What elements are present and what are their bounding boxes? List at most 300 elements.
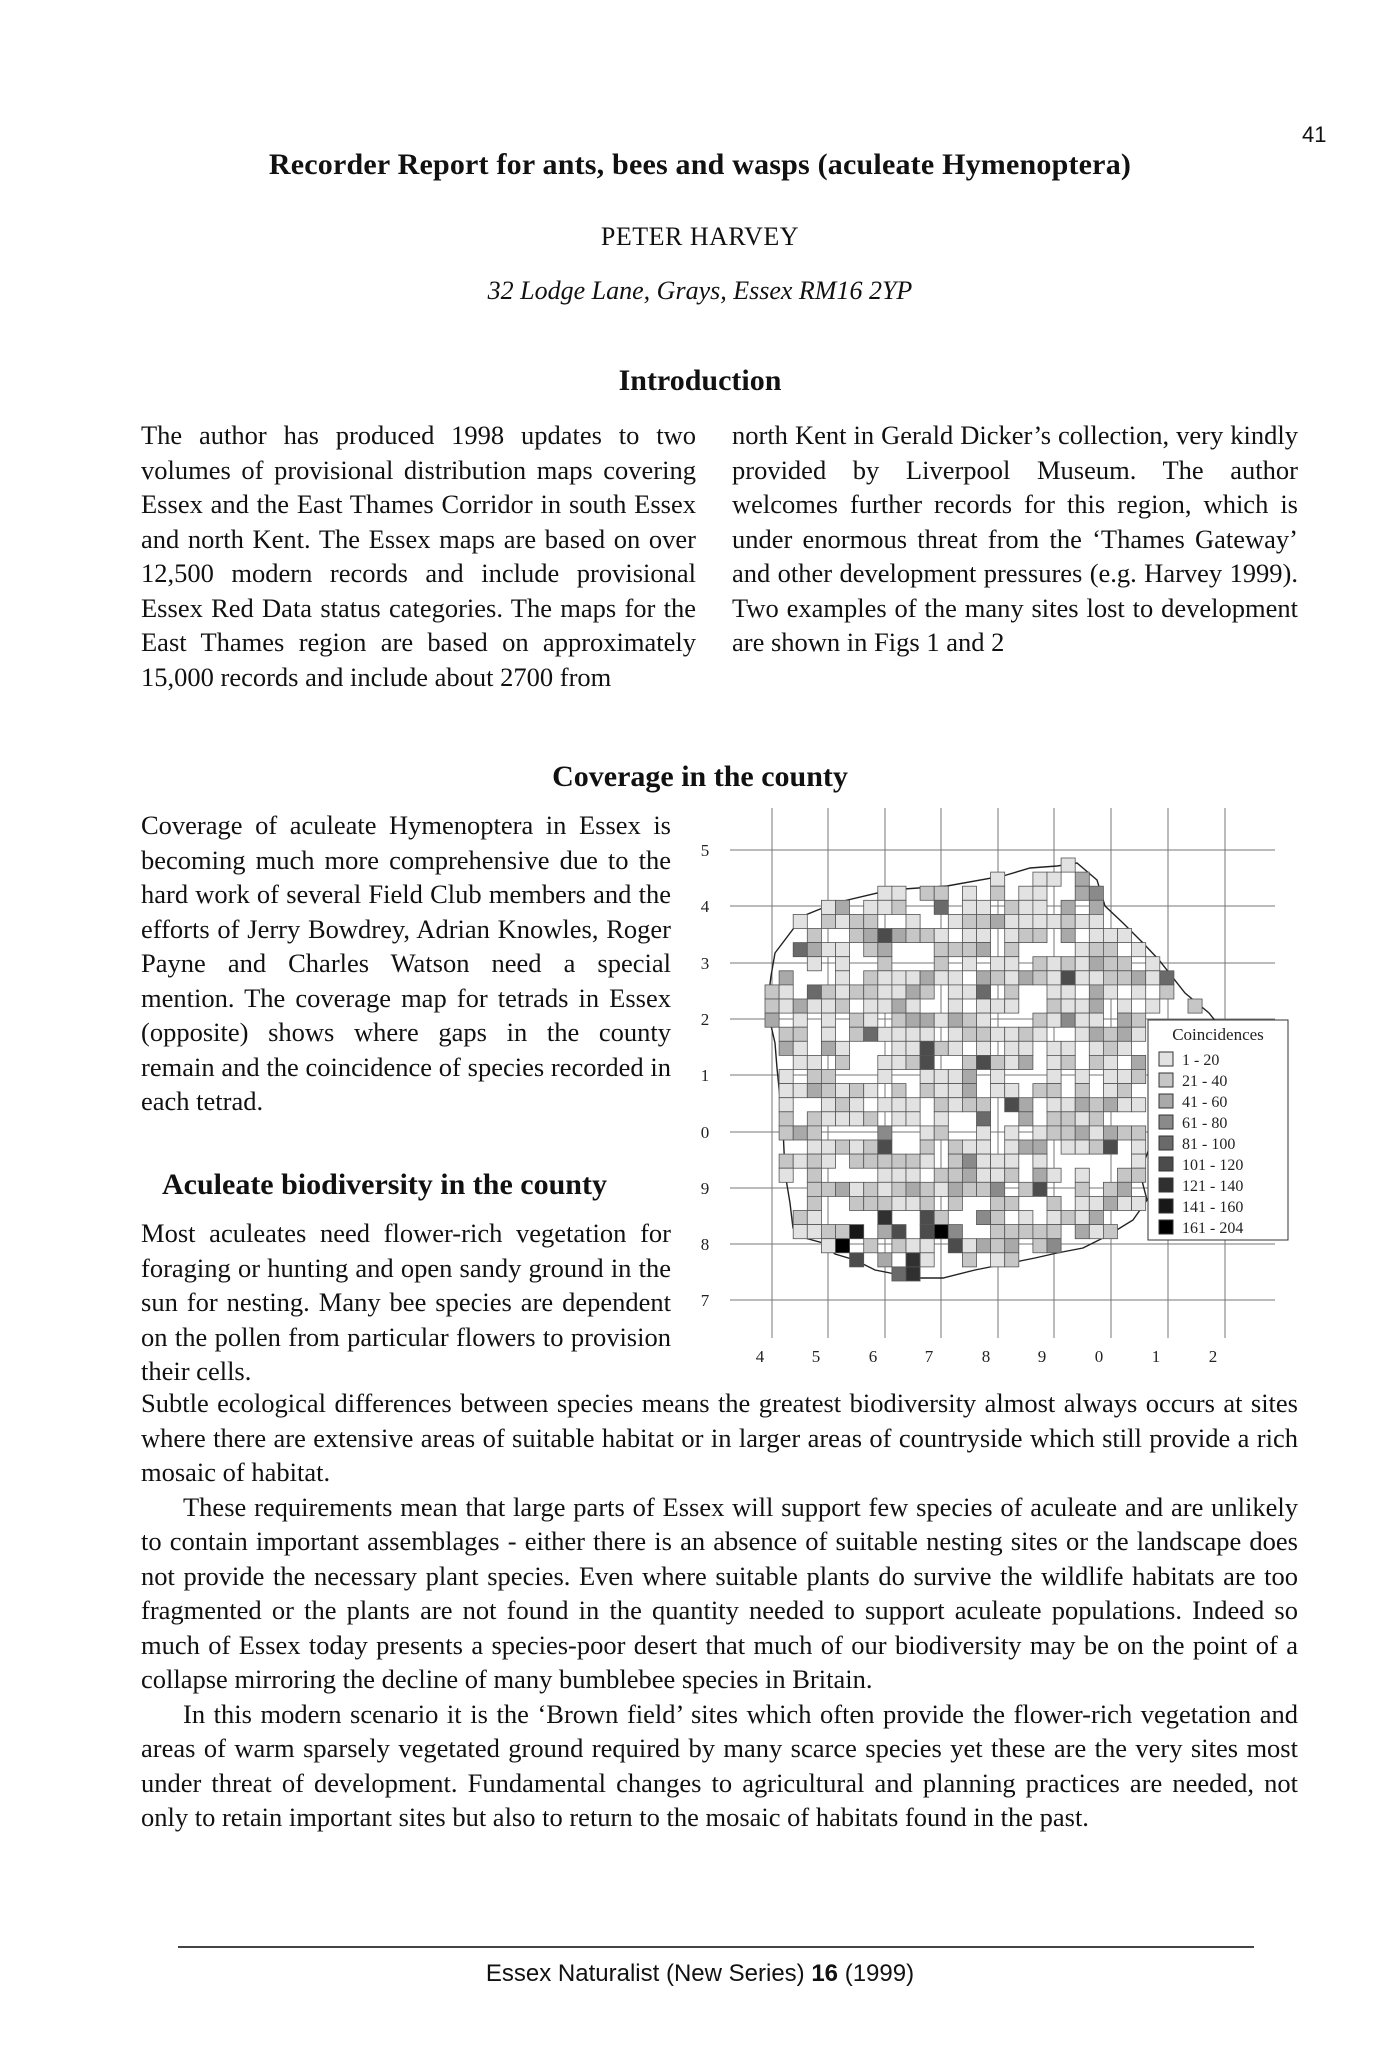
- tetrad-cell: [836, 914, 850, 928]
- tetrad-cell: [864, 1196, 878, 1210]
- tetrad-cell: [1118, 1126, 1132, 1140]
- legend-swatch: [1159, 1094, 1173, 1108]
- tetrad-cell: [1103, 1084, 1117, 1098]
- tetrad-cell: [906, 1154, 920, 1168]
- map-x-axis-labels: [756, 1347, 1218, 1366]
- tetrad-cell: [1089, 1196, 1103, 1210]
- tetrad-cell: [962, 900, 976, 914]
- tetrad-cell: [807, 957, 821, 971]
- tetrad-cell: [948, 1168, 962, 1182]
- tetrad-cell: [948, 914, 962, 928]
- tetrad-cell: [1132, 985, 1146, 999]
- tetrad-cell: [1047, 1225, 1061, 1239]
- tetrad-cell: [765, 999, 779, 1013]
- tetrad-cell: [892, 1084, 906, 1098]
- tetrad-cell: [1118, 1041, 1132, 1055]
- tetrad-cell: [1075, 1013, 1089, 1027]
- tetrad-cell: [1075, 1182, 1089, 1196]
- tetrad-cell: [1188, 999, 1202, 1013]
- tetrad-cell: [1019, 1027, 1033, 1041]
- legend-swatch: [1159, 1052, 1173, 1066]
- tetrad-cell: [1118, 999, 1132, 1013]
- tetrad-cell: [977, 999, 991, 1013]
- tetrad-cell: [892, 1041, 906, 1055]
- tetrad-cell: [906, 929, 920, 943]
- tetrad-cell: [977, 914, 991, 928]
- tetrad-cell: [807, 1196, 821, 1210]
- tetrad-cell: [779, 985, 793, 999]
- tetrad-cell: [836, 1055, 850, 1069]
- tetrad-cells: [765, 858, 1202, 1281]
- tetrad-cell: [977, 1239, 991, 1253]
- tetrad-cell: [1005, 1140, 1019, 1154]
- tetrad-cell: [1047, 1098, 1061, 1112]
- tetrad-cell: [1019, 1225, 1033, 1239]
- tetrad-cell: [991, 999, 1005, 1013]
- author-name: PETER HARVEY: [600, 222, 800, 251]
- tetrad-cell: [892, 886, 906, 900]
- tetrad-cell: [793, 1013, 807, 1027]
- legend-label: 101 - 120: [1182, 1157, 1244, 1174]
- tetrad-cell: [906, 1041, 920, 1055]
- tetrad-cell: [906, 1055, 920, 1069]
- tetrad-cell: [807, 999, 821, 1013]
- tetrad-cell: [920, 1154, 934, 1168]
- tetrad-cell: [821, 1239, 835, 1253]
- tetrad-cell: [1146, 971, 1160, 985]
- tetrad-cell: [807, 1126, 821, 1140]
- tetrad-cell: [1033, 929, 1047, 943]
- map-x-label: 4: [755, 1347, 765, 1366]
- tetrad-cell: [850, 985, 864, 999]
- tetrad-cell: [892, 1098, 906, 1112]
- tetrad-cell: [807, 1140, 821, 1154]
- tetrad-cell: [962, 1013, 976, 1027]
- tetrad-cell: [977, 1168, 991, 1182]
- tetrad-cell: [962, 1084, 976, 1098]
- tetrad-cell: [864, 971, 878, 985]
- legend-title: Coincidences: [1172, 1025, 1264, 1044]
- tetrad-cell: [892, 1182, 906, 1196]
- tetrad-cell: [793, 1027, 807, 1041]
- tetrad-cell: [864, 1140, 878, 1154]
- tetrad-cell: [1033, 971, 1047, 985]
- tetrad-cell: [779, 1041, 793, 1055]
- tetrad-cell: [878, 1168, 892, 1182]
- tetrad-cell: [864, 1182, 878, 1196]
- tetrad-cell: [836, 1084, 850, 1098]
- tetrad-cell: [948, 1084, 962, 1098]
- tetrad-cell: [1033, 914, 1047, 928]
- tetrad-cell: [920, 1055, 934, 1069]
- tetrad-cell: [948, 1239, 962, 1253]
- tetrad-cell: [807, 1168, 821, 1182]
- tetrad-cell: [878, 1182, 892, 1196]
- tetrad-cell: [948, 1154, 962, 1168]
- tetrad-cell: [1061, 957, 1075, 971]
- tetrad-cell: [821, 1084, 835, 1098]
- tetrad-cell: [1118, 929, 1132, 943]
- tetrad-cell: [1047, 1070, 1061, 1084]
- tetrad-cell: [1103, 1126, 1117, 1140]
- tetrad-cell: [1019, 1211, 1033, 1225]
- tetrad-cell: [920, 971, 934, 985]
- legend-swatch: [1159, 1220, 1173, 1234]
- legend-swatch: [1159, 1199, 1173, 1213]
- tetrad-cell: [934, 900, 948, 914]
- tetrad-cell: [991, 1211, 1005, 1225]
- tetrad-cell: [962, 943, 976, 957]
- tetrad-cell: [1019, 1182, 1033, 1196]
- tetrad-cell: [864, 1013, 878, 1027]
- tetrad-cell: [934, 1070, 948, 1084]
- tetrad-cell: [1089, 1027, 1103, 1041]
- tetrad-cell: [793, 1055, 807, 1069]
- map-x-label: 5: [811, 1347, 821, 1366]
- tetrad-cell: [1047, 971, 1061, 985]
- tetrad-cell: [991, 872, 1005, 886]
- tetrad-cell: [991, 1225, 1005, 1239]
- tetrad-cell: [793, 914, 807, 928]
- tetrad-cell: [1132, 1126, 1146, 1140]
- tetrad-cell: [1033, 1126, 1047, 1140]
- tetrad-cell: [1061, 1211, 1075, 1225]
- tetrad-cell: [892, 1027, 906, 1041]
- tetrad-cell: [850, 1140, 864, 1154]
- tetrad-cell: [1047, 1013, 1061, 1027]
- tetrad-cell: [1089, 971, 1103, 985]
- tetrad-cell: [1075, 1070, 1089, 1084]
- tetrad-cell: [1089, 1041, 1103, 1055]
- tetrad-cell: [836, 1112, 850, 1126]
- tetrad-cell: [878, 1196, 892, 1210]
- tetrad-cell: [934, 943, 948, 957]
- tetrad-cell: [1005, 943, 1019, 957]
- tetrad-cell: [850, 1084, 864, 1098]
- tetrad-cell: [878, 929, 892, 943]
- tetrad-cell: [977, 1013, 991, 1027]
- tetrad-cell: [878, 985, 892, 999]
- tetrad-cell: [962, 1055, 976, 1069]
- tetrad-cell: [878, 1211, 892, 1225]
- tetrad-cell: [779, 999, 793, 1013]
- tetrad-cell: [850, 1225, 864, 1239]
- tetrad-cell: [1075, 1140, 1089, 1154]
- legend-label: 161 - 204: [1182, 1220, 1244, 1237]
- tetrad-cell: [850, 1098, 864, 1112]
- map-legend: [1148, 1020, 1288, 1240]
- tetrad-cell: [807, 1112, 821, 1126]
- tetrad-cell: [1103, 929, 1117, 943]
- tetrad-cell: [1132, 1098, 1146, 1112]
- tetrad-cell: [906, 1196, 920, 1210]
- tetrad-cell: [1061, 1013, 1075, 1027]
- tetrad-cell: [962, 1098, 976, 1112]
- tetrad-cell: [1033, 1027, 1047, 1041]
- tetrad-cell: [906, 971, 920, 985]
- tetrad-cell: [1132, 1154, 1146, 1168]
- tetrad-cell: [1089, 929, 1103, 943]
- tetrad-cell: [1033, 900, 1047, 914]
- tetrad-cell: [962, 957, 976, 971]
- tetrad-cell: [934, 1013, 948, 1027]
- tetrad-cell: [821, 914, 835, 928]
- tetrad-cell: [948, 1182, 962, 1196]
- tetrad-cell: [962, 1168, 976, 1182]
- tetrad-cell: [1005, 1027, 1019, 1041]
- tetrad-cell: [836, 943, 850, 957]
- tetrad-cell: [1132, 1168, 1146, 1182]
- map-y-label: 5: [700, 841, 710, 860]
- tetrad-cell: [878, 1027, 892, 1041]
- tetrad-cell: [1132, 1196, 1146, 1210]
- tetrad-cell: [920, 1027, 934, 1041]
- tetrad-cell: [1075, 872, 1089, 886]
- tetrad-cell: [850, 929, 864, 943]
- tetrad-cell: [821, 1182, 835, 1196]
- tetrad-cell: [1005, 957, 1019, 971]
- tetrad-cell: [1047, 1211, 1061, 1225]
- tetrad-cell: [1061, 1112, 1075, 1126]
- tetrad-cell: [807, 1182, 821, 1196]
- tetrad-cell: [1103, 1055, 1117, 1069]
- tetrad-cell: [1061, 1126, 1075, 1140]
- legend-swatch: [1159, 1178, 1173, 1192]
- tetrad-cell: [864, 1027, 878, 1041]
- tetrad-cell: [864, 1239, 878, 1253]
- introduction-left-column: The author has produced 1998 updates to two volumes of provisional distribution maps covering Essex and the East Thames Corridor in south Essex and north Kent. The Essex maps are based on over 12,500 modern records and include provisional Essex Red Data status categories. The maps for the East Thames region are based on approximately 15,000 records and include about 2700 from: [141, 420, 696, 692]
- tetrad-cell: [934, 1225, 948, 1239]
- tetrad-cell: [1075, 1084, 1089, 1098]
- tetrad-cell: [934, 957, 948, 971]
- tetrad-cell: [1075, 1196, 1089, 1210]
- biodiversity-paragraph-2: These requirements mean that large parts of Essex will support few species of aculeate and are unlikely to contain important assemblages - either there is an absence of suitable nesting sites or the landscape does not provide the necessary plant species. Even where suitable plants do survive the wildlife habitats are too fragmented or the plants are not found in the quantity needed to support aculeate populations. Indeed so much of Essex today presents a species-poor desert that much of our biodiversity may be on the point of a collapse mirroring the decline of many bumblebee species in Britain.: [141, 1491, 1298, 1694]
- tetrad-cell: [836, 1098, 850, 1112]
- tetrad-cell: [1075, 1027, 1089, 1041]
- tetrad-cell: [807, 929, 821, 943]
- tetrad-cell: [906, 1182, 920, 1196]
- tetrad-cell: [920, 1182, 934, 1196]
- introduction-heading: Introduction: [618, 364, 782, 397]
- tetrad-cell: [1075, 1168, 1089, 1182]
- tetrad-cell: [962, 914, 976, 928]
- tetrad-cell: [906, 1013, 920, 1027]
- map-x-label: 6: [868, 1347, 878, 1366]
- tetrad-cell: [1132, 943, 1146, 957]
- tetrad-cell: [1089, 1112, 1103, 1126]
- tetrad-cell: [850, 1013, 864, 1027]
- tetrad-cell: [1005, 971, 1019, 985]
- tetrad-cell: [1005, 1154, 1019, 1168]
- map-y-label: 2: [700, 1010, 710, 1029]
- tetrad-cell: [906, 914, 920, 928]
- tetrad-cell: [977, 985, 991, 999]
- tetrad-cell: [878, 971, 892, 985]
- tetrad-cell: [807, 1154, 821, 1168]
- tetrad-cell: [1075, 1211, 1089, 1225]
- tetrad-cell: [934, 1112, 948, 1126]
- tetrad-cell: [1075, 1112, 1089, 1126]
- tetrad-cell: [807, 943, 821, 957]
- tetrad-cell: [962, 1027, 976, 1041]
- tetrad-cell: [850, 1253, 864, 1267]
- tetrad-cell: [1033, 872, 1047, 886]
- tetrad-cell: [836, 971, 850, 985]
- tetrad-cell: [934, 1211, 948, 1225]
- tetrad-cell: [991, 1182, 1005, 1196]
- tetrad-cell: [1089, 1140, 1103, 1154]
- introduction-right-column: north Kent in Gerald Dicker’s collection, very kindly provided by Liverpool Museum. The author welcomes further records for this region, which is under enormous threat from the ‘Thames Gateway’ and other development pressures (e.g. Harvey 1999). Two examples of the many sites lost to development are shown in Figs 1 and 2: [732, 420, 1298, 657]
- tetrad-cell: [1103, 1070, 1117, 1084]
- tetrad-cell: [1118, 957, 1132, 971]
- tetrad-cell: [1033, 1225, 1047, 1239]
- tetrad-cell: [948, 1041, 962, 1055]
- map-x-label: 9: [1037, 1347, 1047, 1366]
- tetrad-cell: [892, 1168, 906, 1182]
- tetrad-cell: [1118, 1182, 1132, 1196]
- tetrad-cell: [864, 929, 878, 943]
- tetrad-cell: [1033, 1140, 1047, 1154]
- tetrad-cell: [892, 1239, 906, 1253]
- tetrad-cell: [878, 1055, 892, 1069]
- tetrad-cell: [850, 1027, 864, 1041]
- tetrad-cell: [892, 999, 906, 1013]
- tetrad-cell: [892, 1154, 906, 1168]
- footer-volume: 16: [811, 1960, 839, 1987]
- tetrad-cell: [1047, 914, 1061, 928]
- tetrad-cell: [934, 1041, 948, 1055]
- tetrad-cell: [977, 1027, 991, 1041]
- tetrad-cell: [991, 1239, 1005, 1253]
- tetrad-cell: [1089, 1013, 1103, 1027]
- tetrad-cell: [892, 929, 906, 943]
- legend-swatch: [1159, 1073, 1173, 1087]
- tetrad-cell: [1061, 999, 1075, 1013]
- tetrad-cell: [807, 1055, 821, 1069]
- map-y-axis-labels: [701, 841, 710, 1310]
- tetrad-cell: [1005, 1041, 1019, 1055]
- tetrad-cell: [1033, 1182, 1047, 1196]
- tetrad-cell: [906, 1027, 920, 1041]
- tetrad-cell: [962, 929, 976, 943]
- tetrad-cell: [991, 1027, 1005, 1041]
- tetrad-cell: [779, 1126, 793, 1140]
- tetrad-cell: [948, 999, 962, 1013]
- tetrad-cell: [991, 1084, 1005, 1098]
- tetrad-cell: [934, 929, 948, 943]
- tetrad-cell: [906, 1253, 920, 1267]
- tetrad-cell: [878, 1070, 892, 1084]
- tetrad-cell: [1061, 858, 1075, 872]
- tetrad-cell: [920, 929, 934, 943]
- tetrad-cell: [836, 957, 850, 971]
- map-y-label: 9: [700, 1179, 710, 1198]
- tetrad-cell: [793, 943, 807, 957]
- tetrad-cell: [962, 1239, 976, 1253]
- tetrad-cell: [836, 999, 850, 1013]
- map-x-label: 1: [1151, 1347, 1161, 1366]
- tetrad-cell: [1005, 929, 1019, 943]
- tetrad-cell: [962, 1182, 976, 1196]
- tetrad-cell: [821, 1098, 835, 1112]
- tetrad-cell: [1019, 1112, 1033, 1126]
- tetrad-cell: [1075, 999, 1089, 1013]
- map-x-label: 0: [1094, 1347, 1104, 1366]
- tetrad-cell: [1061, 1140, 1075, 1154]
- tetrad-cell: [1005, 999, 1019, 1013]
- tetrad-cell: [991, 1196, 1005, 1210]
- tetrad-cell: [892, 1225, 906, 1239]
- tetrad-cell: [850, 1196, 864, 1210]
- tetrad-cell: [1005, 1225, 1019, 1239]
- legend-label: 61 - 80: [1182, 1115, 1228, 1132]
- author-address: 32 Lodge Lane, Grays, Essex RM16 2YP: [487, 276, 913, 305]
- tetrad-cell: [779, 1168, 793, 1182]
- legend-swatch: [1159, 1115, 1173, 1129]
- tetrad-cell: [821, 999, 835, 1013]
- tetrad-cell: [1033, 957, 1047, 971]
- tetrad-cell: [934, 1126, 948, 1140]
- tetrad-cell: [1146, 999, 1160, 1013]
- tetrad-cell: [807, 1211, 821, 1225]
- biodiversity-heading: Aculeate biodiversity in the county: [162, 1168, 607, 1201]
- tetrad-cell: [1075, 1126, 1089, 1140]
- footer-journal: Essex Naturalist (New Series): [485, 1960, 812, 1987]
- tetrad-cell: [934, 1182, 948, 1196]
- tetrad-cell: [991, 1055, 1005, 1069]
- tetrad-cell: [977, 929, 991, 943]
- legend-label: 81 - 100: [1182, 1136, 1236, 1153]
- tetrad-cell: [977, 1182, 991, 1196]
- tetrad-cell: [864, 914, 878, 928]
- tetrad-cell: [948, 1098, 962, 1112]
- tetrad-cell: [962, 1070, 976, 1084]
- tetrad-cell: [793, 1041, 807, 1055]
- tetrad-cell: [878, 1140, 892, 1154]
- tetrad-cell: [906, 999, 920, 1013]
- tetrad-cell: [934, 886, 948, 900]
- tetrad-cell: [821, 1013, 835, 1027]
- tetrad-cell: [807, 985, 821, 999]
- tetrad-cell: [878, 900, 892, 914]
- tetrad-cell: [1089, 999, 1103, 1013]
- tetrad-cell: [878, 886, 892, 900]
- tetrad-cell: [1132, 1027, 1146, 1041]
- tetrad-cell: [962, 1140, 976, 1154]
- tetrad-cell: [807, 1084, 821, 1098]
- tetrad-cell: [991, 957, 1005, 971]
- map-x-label: 7: [924, 1347, 934, 1366]
- tetrad-cell: [1019, 929, 1033, 943]
- tetrad-cell: [821, 1027, 835, 1041]
- tetrad-cell: [948, 1196, 962, 1210]
- tetrad-cell: [1089, 985, 1103, 999]
- tetrad-cell: [878, 1098, 892, 1112]
- tetrad-cell: [1061, 1055, 1075, 1069]
- tetrad-cell: [850, 914, 864, 928]
- tetrad-cell: [1033, 886, 1047, 900]
- tetrad-cell: [1005, 1098, 1019, 1112]
- tetrad-cell: [1061, 1041, 1075, 1055]
- footer-rule: [178, 1946, 1254, 1948]
- tetrad-cell: [906, 1239, 920, 1253]
- tetrad-cell: [1047, 999, 1061, 1013]
- tetrad-cell: [793, 1211, 807, 1225]
- tetrad-cell: [1075, 971, 1089, 985]
- map-y-label: 0: [700, 1123, 710, 1142]
- tetrad-cell: [821, 900, 835, 914]
- tetrad-cell: [1103, 957, 1117, 971]
